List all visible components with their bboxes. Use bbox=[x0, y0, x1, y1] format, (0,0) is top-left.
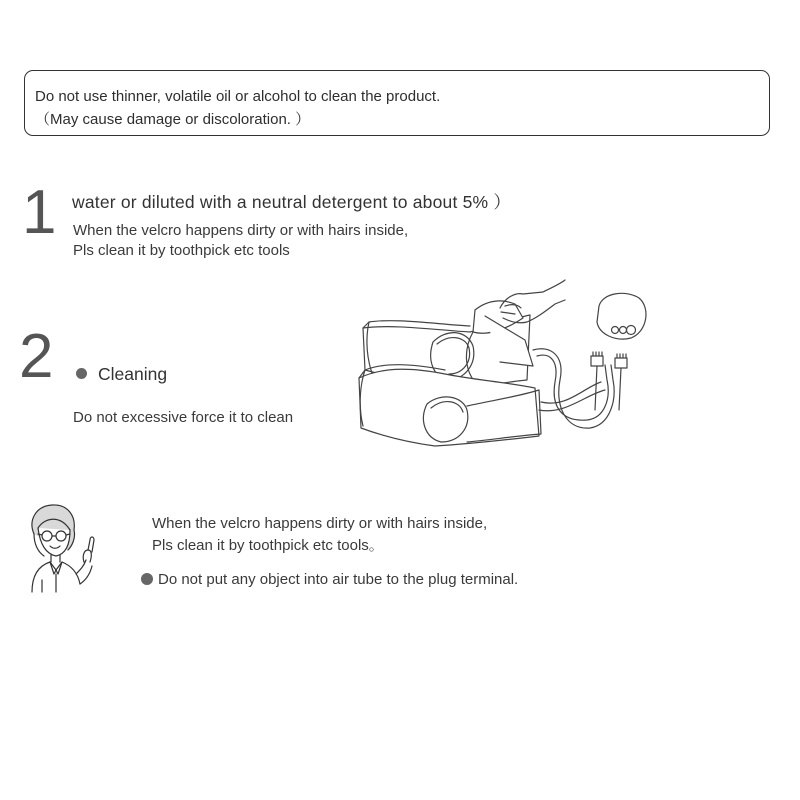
cleaning-heading bbox=[76, 364, 167, 385]
cleaning-heading-label: Cleaning bbox=[98, 364, 168, 384]
step-1-heading: water or diluted with a neutral detergent to about 5% ） bbox=[72, 192, 512, 212]
tip-bullet-text: Do not put any object into air tube to the plug terminal. bbox=[158, 571, 519, 588]
tip-text bbox=[152, 513, 487, 557]
bullet-icon bbox=[141, 573, 153, 585]
tip-bullet-line bbox=[141, 571, 518, 588]
nurse-pointing-illustration bbox=[20, 500, 100, 595]
step-1-number: 1 bbox=[22, 178, 57, 247]
warning-line-1: Do not use thinner, volatile oil or alcohol to clean the product. bbox=[35, 88, 441, 105]
tip-line-1: When the velcro happens dirty or with hairs inside, bbox=[152, 515, 488, 532]
step-1-line-2: Pls clean it by toothpick etc tools bbox=[73, 242, 290, 259]
bullet-icon bbox=[76, 368, 87, 379]
warning-line-2: （May cause damage or discoloration. ） bbox=[35, 111, 311, 128]
step-2-number: 2 bbox=[19, 322, 54, 391]
step-2-text: Do not excessive force it to clean bbox=[73, 409, 294, 426]
warning-box bbox=[24, 70, 770, 136]
step-1-text bbox=[73, 221, 408, 261]
tip-line-2: Pls clean it by toothpick etc tools。 bbox=[152, 537, 384, 554]
step-1-line-1: When the velcro happens dirty or with hairs inside, bbox=[73, 222, 409, 239]
massager-cuff-illustration bbox=[355, 270, 655, 470]
